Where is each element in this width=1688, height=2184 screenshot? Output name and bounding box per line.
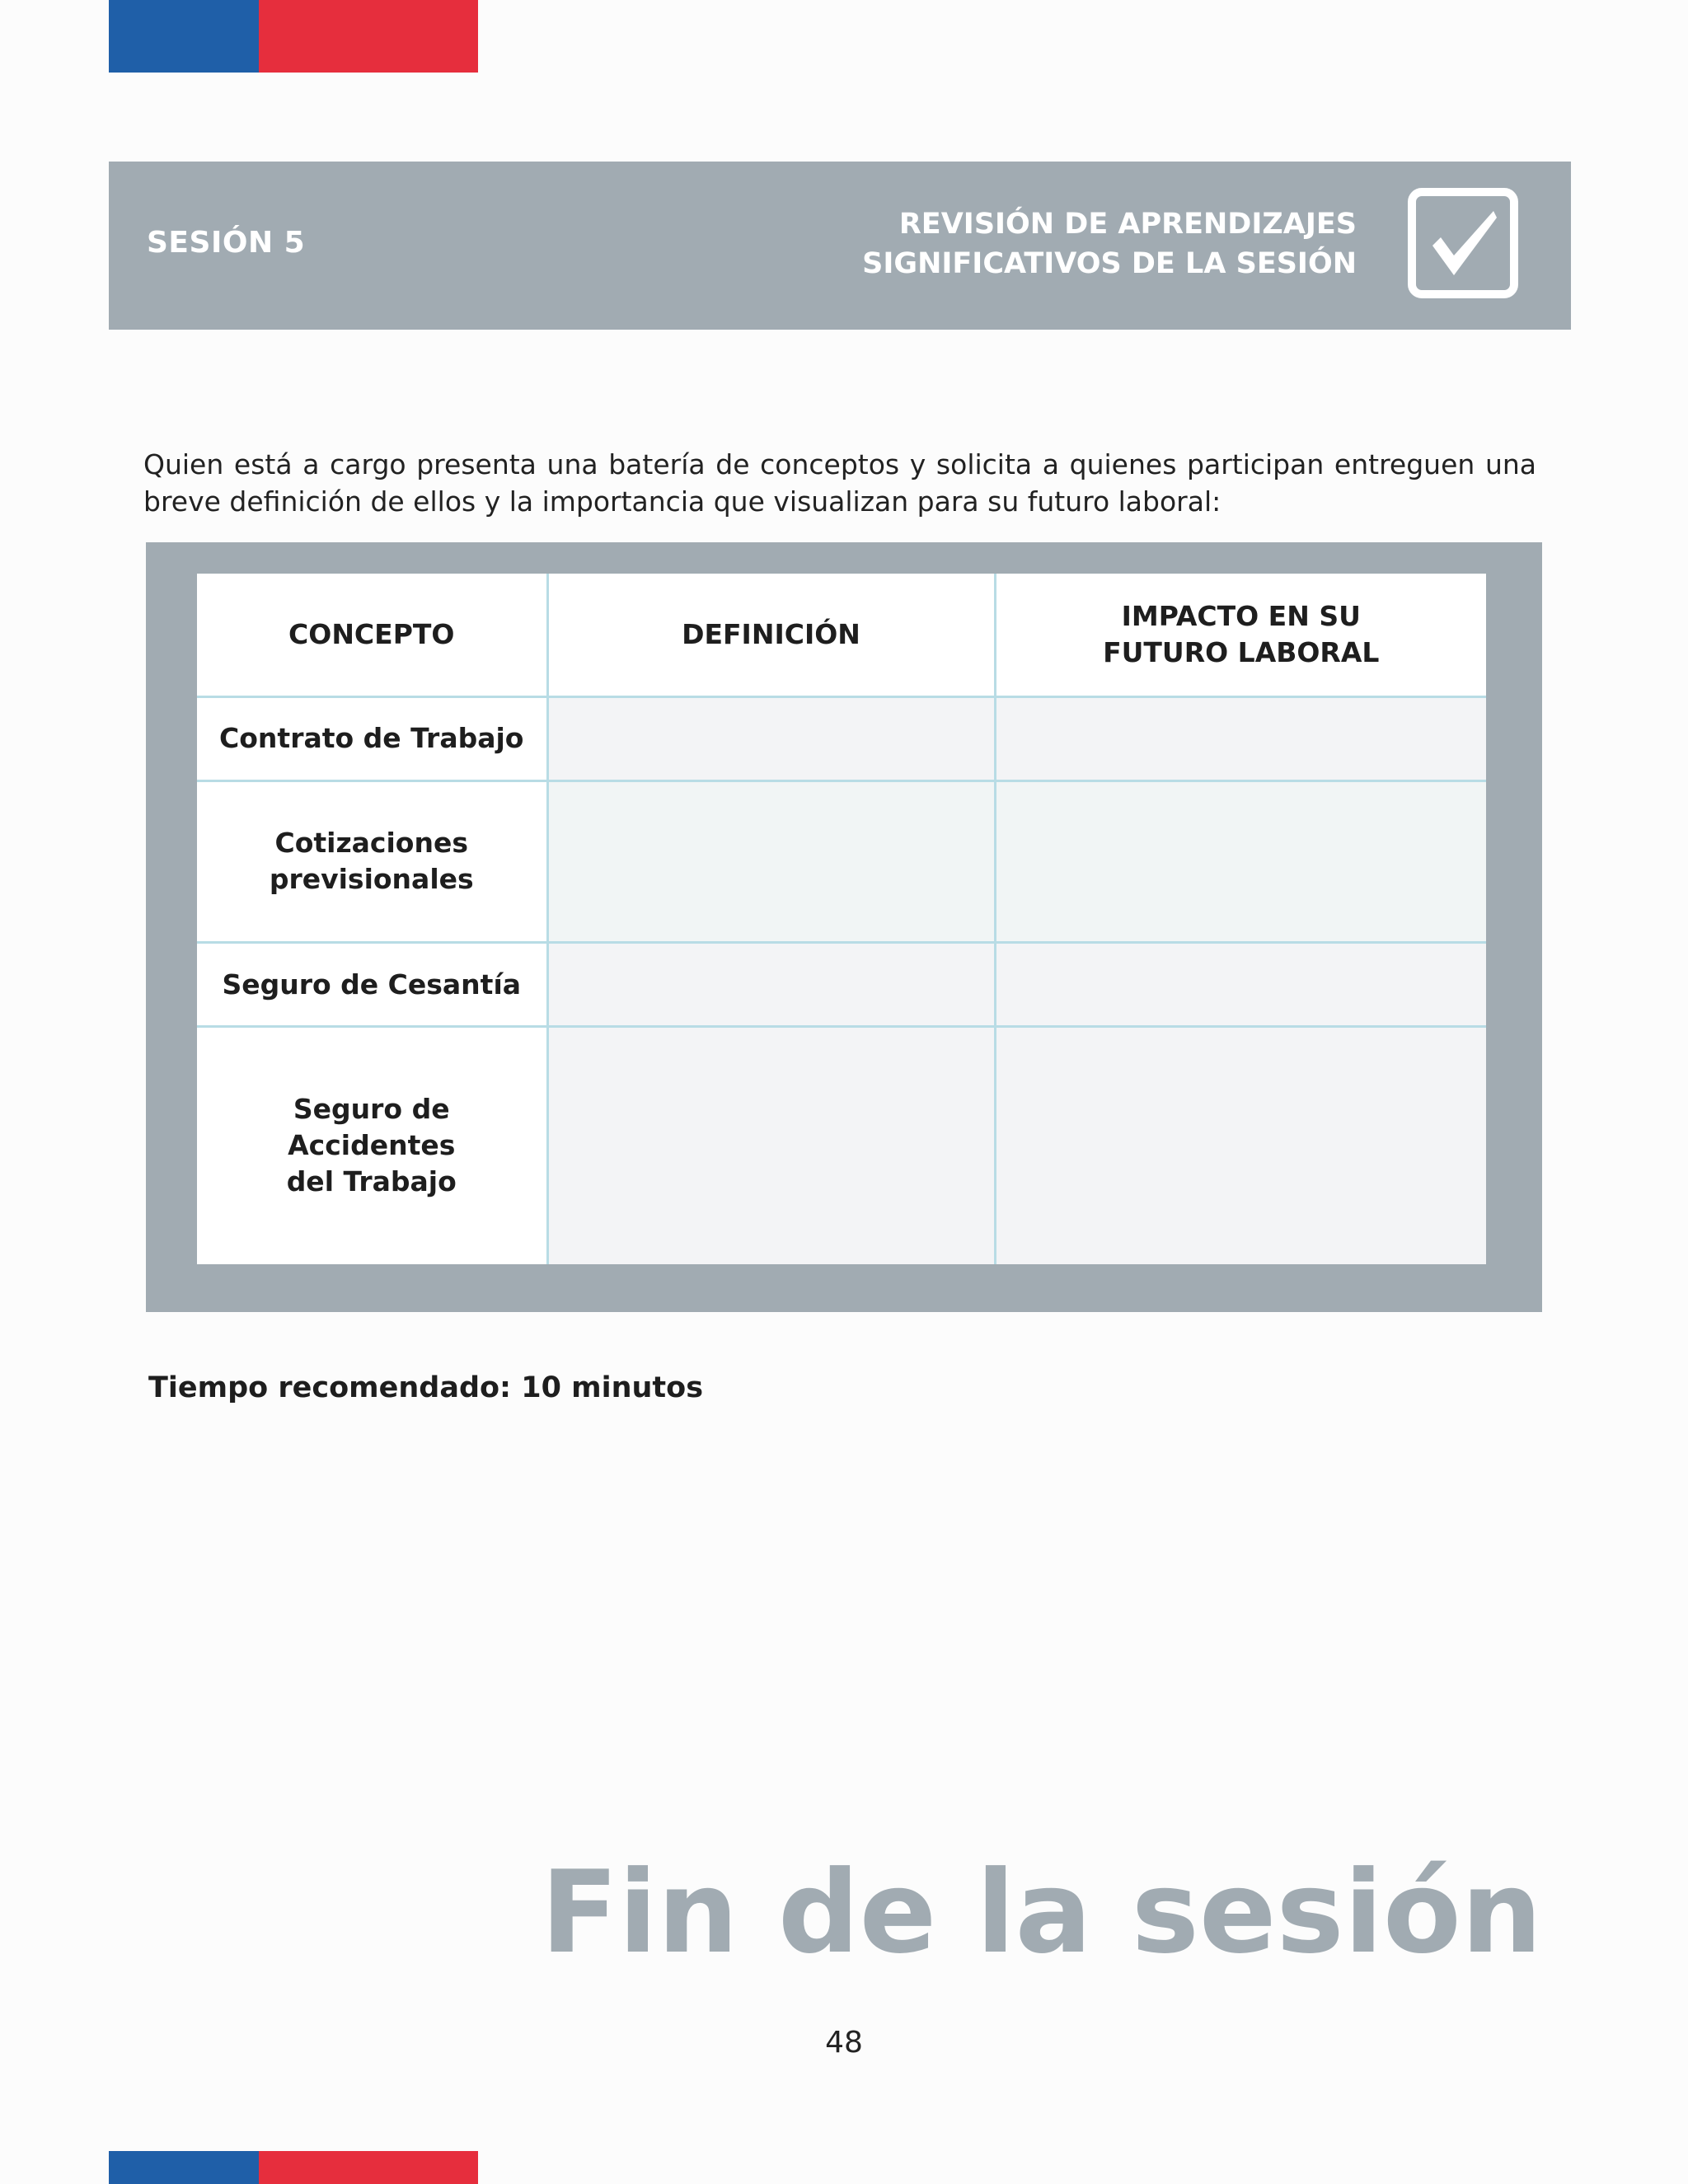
- impact-cell: [995, 780, 1486, 943]
- session-header-band: [109, 162, 1571, 330]
- concept-cell: [197, 780, 547, 943]
- header-impact: [995, 574, 1486, 697]
- end-of-session-title: Fin de la sesión: [541, 1846, 1542, 1979]
- definition-cell: [547, 697, 995, 781]
- flag-red-block: [259, 0, 478, 73]
- header-concept: CONCEPTO: [197, 574, 547, 697]
- impact-cell: [995, 697, 1486, 781]
- concept-line-1: Seguro de Cesantía: [222, 968, 522, 1001]
- flag-stripe-top: [109, 0, 478, 73]
- table-row: [197, 697, 1486, 781]
- concept-table-frame: [146, 542, 1542, 1312]
- concept-cell: [197, 943, 547, 1027]
- flag-red-block: [259, 2151, 478, 2184]
- concept-line-1: Seguro de Accidentes: [288, 1093, 456, 1162]
- page-number: 48: [825, 2026, 863, 2060]
- header-definition: DEFINICIÓN: [547, 574, 995, 697]
- table-row: [197, 780, 1486, 943]
- checkbox-checked-icon: [1408, 188, 1518, 298]
- flag-blue-block: [109, 0, 259, 73]
- header-impact-line-2: FUTURO LABORAL: [1103, 636, 1380, 668]
- table-header-row: [197, 574, 1486, 697]
- definition-cell: [547, 1026, 995, 1264]
- impact-cell: [995, 1026, 1486, 1264]
- definition-cell: [547, 943, 995, 1027]
- concept-cell: [197, 697, 547, 781]
- concept-table: [197, 574, 1486, 1264]
- table-row: [197, 943, 1486, 1027]
- section-title-line-2: SIGNIFICATIVOS DE LA SESIÓN: [862, 247, 1357, 280]
- concept-line-2: previsionales: [269, 863, 474, 896]
- section-title-line-1: REVISIÓN DE APRENDIZAJES: [898, 208, 1357, 241]
- intro-paragraph: Quien está a cargo presenta una batería de conceptos y solicita a quienes participan entreguen una breve definición de ellos y la importancia que visualizan para su futuro laboral:: [143, 448, 1536, 518]
- concept-line-1: Contrato de Trabajo: [219, 722, 524, 755]
- flag-stripe-bottom: [109, 2151, 478, 2184]
- definition-cell: [547, 780, 995, 943]
- concept-line-1: Cotizaciones: [274, 827, 468, 860]
- section-title: [862, 204, 1357, 284]
- session-label: SESIÓN 5: [147, 226, 306, 260]
- table-row: [197, 1026, 1486, 1264]
- recommended-time: Tiempo recomendado: 10 minutos: [148, 1371, 704, 1404]
- impact-cell: [995, 943, 1486, 1027]
- concept-line-2: del Trabajo: [286, 1165, 457, 1198]
- flag-blue-block: [109, 2151, 259, 2184]
- header-impact-line-1: IMPACTO EN SU: [1121, 600, 1361, 632]
- concept-cell: [197, 1026, 547, 1264]
